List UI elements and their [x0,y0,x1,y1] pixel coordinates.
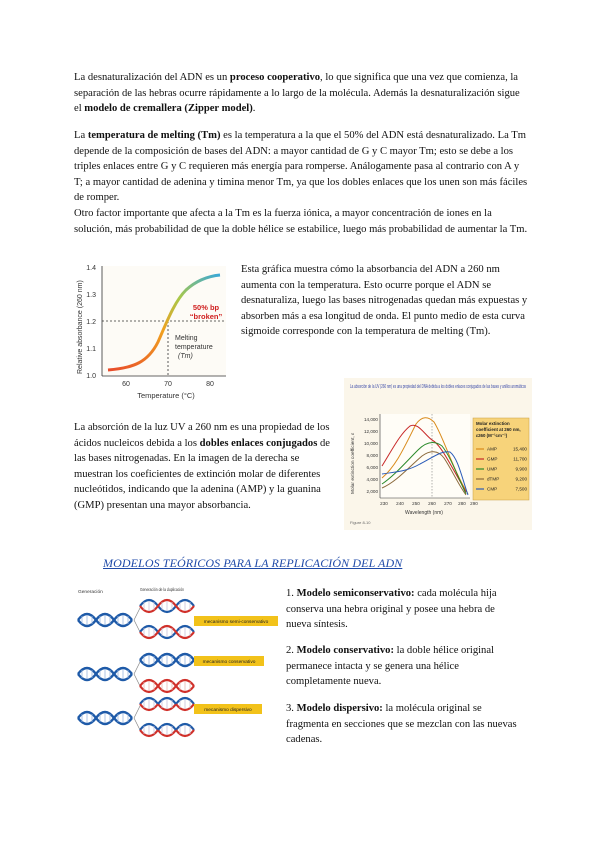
uv-legend-value-gmp: 11,700 [513,456,527,462]
uv-ytick-1: 14,000 [363,417,378,422]
replication-parent-helix-3 [78,712,132,724]
uv-legend-name-dtmp: dTMP [487,476,500,482]
model-num-3: 3. [286,703,297,714]
uv-plot-area [380,414,470,498]
uv-legend-value-cmp: 7,500 [515,486,527,492]
intro-bold-2: modelo de cremallera (Zipper model) [84,103,253,115]
uv-xlabel: Wavelength (nm) [405,510,443,516]
model-desc-1: cada molécula hija conserva una hebra original y posee una hebra de nueva síntesis. [286,588,497,631]
uv-legend-name-ump: UMP [487,466,498,472]
graph-description: Esta gráfica muestra cómo la absorbancia del ADN a 260 nm aumenta con la temperatura. Esto ocurre porque el ADN se desnaturaliza, luego las bases nitrogenadas quedan más expuestas y absorben más a esa longitud de onda. El punto medio de esta curva sigmoide corresponde con la temperatura de melting (Tm). [241,264,528,338]
replication-arrow-3 [134,706,140,730]
replication-daughter-helix-3b [140,724,194,736]
uv-legend-title-3: ε260 (M⁻¹cm⁻¹) [476,433,508,438]
replication-arrow-2 [134,662,140,686]
uv-legend-value-ump: 9,900 [515,466,527,472]
uv-legend-name-cmp: CMP [487,486,498,492]
uv-xtick-7: 290 [470,501,478,506]
melting-curve-chart [74,262,232,412]
uv-legend-name-gmp: GMP [487,456,498,462]
melting-ytick-3: 1.2 [86,319,96,326]
uv-ytick-6: 4,000 [366,477,378,482]
replication-models-figure [74,584,280,746]
melting-broken-label-1: 50% bp [192,303,220,312]
tm-text-2: es la temperatura a la que el 50% del ADN está desnaturalizado. La Tm depende de la composición de bases del ADN: a mayor cantidad de G y C mayor Tm; esto se debe a los triples enlaces entre G y C requieren más energía para romperse. Análogamente pasa al contrario con A y T; a mayor cantidad de adenina y timina menor Tm, ya que los dobles enlaces que los unen son más fáciles de romper. [74,130,528,204]
uv-chart-title: La absorción de la UV (260 nm) es una propiedad del DNA debida a los dobles enlaces conjugados de las bases y anillos aromáticos [350,384,527,390]
section-heading-replication[interactable]: MODELOS TEÓRICOS PARA LA REPLICACIÓN DEL ADN [103,556,403,570]
intro-text-1: La desnaturalización del ADN es un [74,72,230,83]
replication-daughter-helix-2b [140,680,194,692]
model-num-1: 1. [286,588,297,599]
model-name-1: Modelo semiconservativo: [296,588,415,599]
replication-daughter-helix-1b [140,626,194,638]
replication-label-2: mecanismo conservativo [202,660,256,666]
melting-tm-label-3: (Tm) [178,353,193,360]
replication-arrow-1 [134,608,140,632]
uv-xtick-1: 230 [380,501,388,506]
replication-daughter-helix-3a [140,698,194,710]
uv-ytick-2: 12,000 [363,429,378,434]
uv-ytick-5: 6,000 [366,465,378,470]
uv-legend-title-2: coefficient at 260 nm, [476,427,521,432]
melting-broken-label-2: “broken” [189,312,223,321]
intro-text-3: . [252,103,256,115]
uv-xtick-4: 260 [428,501,436,506]
model-item-semiconservative [286,586,518,633]
uv-paragraph [74,420,336,514]
uv-text-2: de las bases nitrogenadas. En la imagen de la derecha se muestran los coeficientes de extinción molar de diferentes nucleótidos, indicando que la adenina (AMP) y la guanina (GMP) presentan una mayor absorbancia. [74,437,331,511]
melting-ytick-5: 1.0 [86,373,96,380]
model-desc-2: la doble hélice original permanece intacta y se genera una hélice completamente nueva. [286,645,494,688]
replication-col2-label: Generación de la duplicación [140,587,185,592]
uv-ytick-4: 8,000 [366,453,378,458]
uv-bold: dobles enlaces conjugados [199,437,318,449]
replication-label-3: mecanismo dispersivo [204,708,252,714]
model-desc-3: la molécula original se fragmenta en secciones que se mezclan con las nuevas cadenas. [286,703,517,746]
replication-label-1: mecanismo semi-conservativo [203,620,269,626]
replication-daughter-helix-2a [140,654,194,666]
melting-ytick-2: 1.3 [86,292,96,299]
model-item-dispersive [286,701,518,748]
uv-legend-value-amp: 15,400 [512,446,527,452]
melting-xtick-1: 60 [122,381,130,388]
uv-figure-source: Figure 8-10 [350,520,371,525]
uv-xtick-3: 250 [412,501,420,506]
uv-ylabel: Molar extinction coefficient, ε [351,432,356,494]
uv-xtick-6: 280 [458,501,466,506]
ionic-paragraph: Otro factor importante que afecta a la Tm es la fuerza iónica, a mayor concentración de iones en la solución, más probabilidad de que la doble hélice se estabilice, luego más probabilidad de aumentar la Tm. [74,208,528,235]
uv-xtick-5: 270 [444,501,452,506]
replication-col1-label: Generación [78,590,103,595]
melting-ytick-1: 1.4 [86,265,96,272]
intro-bold-1: proceso cooperativo [229,72,321,83]
uv-text-1: La absorción de la luz UV a 260 nm es una propiedad de los ácidos nucleicos debida a los [74,422,330,449]
uv-xtick-2: 240 [396,501,404,506]
melting-xtick-2: 70 [164,381,172,388]
melting-tm-label-2: temperature [175,344,213,351]
melting-tm-label-1: Melting [175,335,198,342]
tm-bold: temperatura de melting (Tm) [87,130,221,141]
tm-text-1: La [74,130,88,141]
uv-ytick-3: 10,000 [363,441,378,446]
melting-xtick-3: 80 [206,381,214,388]
model-item-conservative [286,643,518,690]
uv-legend-name-amp: AMP [487,446,497,452]
model-name-3: Modelo dispersivo: [296,703,383,714]
uv-ytick-7: 2,000 [366,489,378,494]
model-num-2: 2. [286,645,297,656]
intro-paragraph [74,70,530,117]
replication-daughter-helix-1a [140,600,194,612]
tm-paragraph [74,128,530,206]
uv-absorbance-chart [344,378,532,530]
model-name-2: Modelo conservativo: [296,645,394,656]
intro-text-2: , lo que significa que una vez que comienza, la separación de las hebras ocurre rápidamente a lo largo de la molécula. Además la desnaturalización sigue el [74,72,520,115]
replication-parent-helix-2 [78,668,132,680]
melting-xlabel: Temperature (°C) [137,391,195,400]
uv-legend-value-dtmp: 9,200 [515,476,527,482]
uv-legend-title-1: Molar extinction [476,421,510,426]
melting-ytick-4: 1.1 [86,346,96,353]
melting-ylabel: Relative absorbance (260 nm) [77,280,84,374]
replication-parent-helix-1 [78,614,132,626]
